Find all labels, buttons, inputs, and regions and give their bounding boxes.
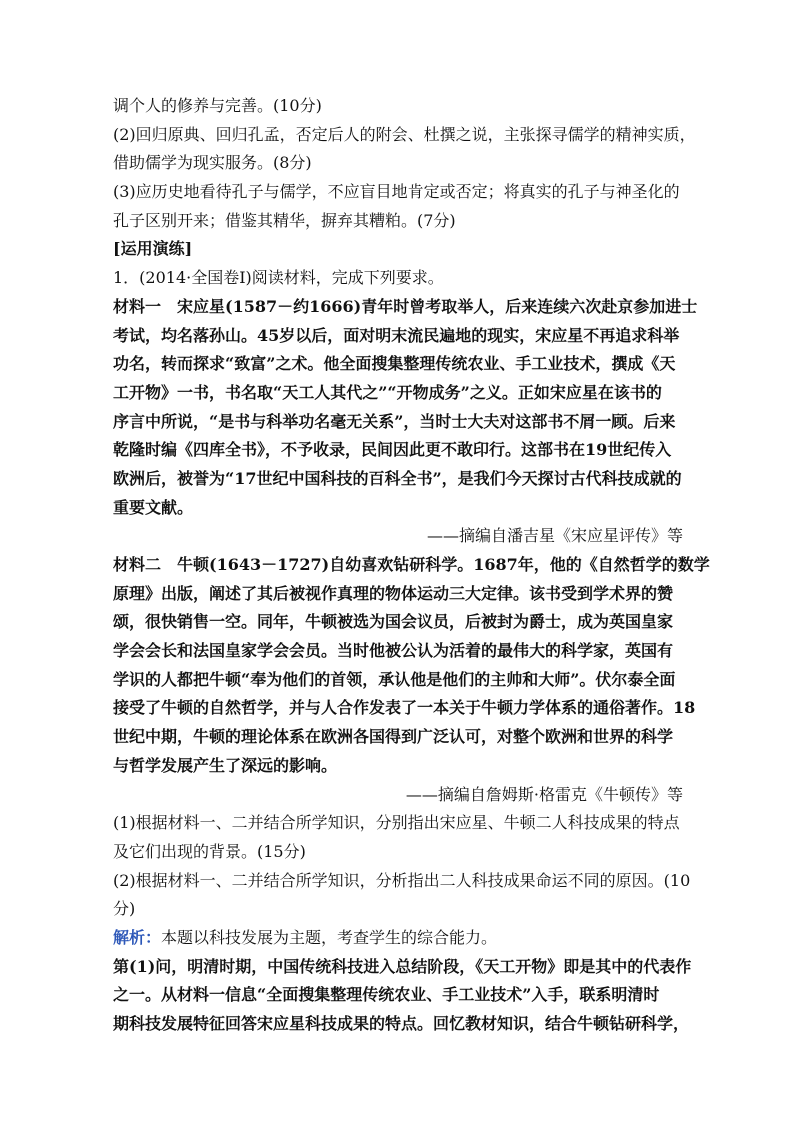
material-one-line: 乾隆时编《四库全书》，不予收录，民间因此更不敢印行。这部书在19世纪传入	[113, 440, 672, 460]
analysis-line	[113, 924, 683, 953]
source-citation: ——摘编自詹姆斯·格雷克《牛顿传》等	[405, 784, 683, 804]
material-one-line: 考试，均名落孙山。45岁以后，面对明末流民遍地的现实，宋应星不再追求科举	[113, 325, 680, 345]
question-line: (1)根据材料一、二并结合所学知识，分别指出宋应星、牛顿二人科技成果的特点	[113, 813, 680, 833]
section-heading: [运用演练]	[113, 239, 193, 259]
material-one-line: 序言中所说，“是书与科举功名毫无关系”，当时士大夫对这部书不屑一顾。后来	[113, 411, 676, 431]
text-line: (2)回归原典、回归孔孟，否定后人的附会、杜撰之说，主张探寻儒学的精神实质，	[113, 124, 696, 144]
analysis-label: 解析：	[113, 927, 162, 947]
analysis-line: 第(1)问，明清时期，中国传统科技进入总结阶段，《天工开物》即是其中的代表作	[113, 956, 692, 976]
material-two-line: 材料二 牛顿(1643－1727)自幼喜欢钻研科学。1687年，他的《自然哲学的数学	[113, 555, 710, 574]
material-one-line: 工开物》一书，书名取“天工人其代之”“开物成务”之义。正如宋应星在该书的	[113, 382, 662, 402]
material-two-line: 颂，很快销售一空。同年，牛顿被选为国会议员，后被封为爵士，成为英国皇家	[113, 612, 674, 632]
material-one-line: 欧洲后，被誉为“17世纪中国科技的百科全书”，是我们今天探讨古代科技成就的	[113, 468, 682, 488]
text-line: 调个人的修养与完善。(10分)	[113, 96, 322, 115]
material-two-line: 接受了牛顿的自然哲学，并与人合作发表了一本关于牛顿力学体系的通俗著作。18	[113, 698, 696, 718]
analysis-line: 之一。从材料一信息“全面搜集整理传统农业、手工业技术”入手，联系明清时	[113, 985, 660, 1005]
material-two-line: 学识的人都把牛顿“奉为他们的首领，承认他是他们的主帅和大师”。伏尔泰全面	[113, 669, 676, 689]
analysis-text: 本题以科技发展为主题，考查学生的综合能力。	[161, 927, 498, 947]
text-line: (3)应历史地看待孔子与儒学，不应盲目地肯定或否定；将真实的孔子与神圣化的	[113, 182, 680, 202]
question-line: (2)根据材料一、二并结合所学知识，分析指出二人科技成果命运不同的原因。(10	[113, 870, 691, 890]
source-citation: ——摘编自潘吉星《宋应星评传》等	[426, 526, 683, 546]
material-one-line: 重要文献。	[113, 497, 194, 517]
material-two-line: 学会会长和法国皇家学会会员。当时他被公认为活着的最伟大的科学家，英国有	[113, 641, 674, 661]
material-two-line: 与哲学发展产生了深远的影响。	[113, 755, 338, 775]
text-line: 借助儒学为现实服务。(8分)	[113, 153, 312, 173]
text-line: 孔子区别开来；借鉴其精华，摒弃其糟粕。(7分)	[113, 210, 456, 230]
question-intro: 1．(2014·全国卷Ⅰ)阅读材料，完成下列要求。	[113, 268, 444, 288]
question-line: 及它们出现的背景。(15分)	[113, 841, 306, 861]
material-two-line: 原理》出版，阐述了其后被视作真理的物体运动三大定律。该书受到学术界的赞	[113, 583, 674, 603]
material-one-line: 材料一 宋应星(1587－约1666)青年时曾考取举人，后来连续六次赴京参加进士	[113, 296, 698, 316]
question-line: 分)	[113, 899, 136, 919]
material-two-line: 世纪中期，牛顿的理论体系在欧洲各国得到广泛认可，对整个欧洲和世界的科学	[113, 727, 674, 747]
analysis-line: 期科技发展特征回答宋应星科技成果的特点。回忆教材知识，结合牛顿钻研科学，	[113, 1014, 690, 1033]
document-page	[113, 92, 710, 1039]
material-one-line: 功名，转而探求“致富”之术。他全面搜集整理传统农业、手工业技术，撰成《天	[113, 354, 676, 374]
